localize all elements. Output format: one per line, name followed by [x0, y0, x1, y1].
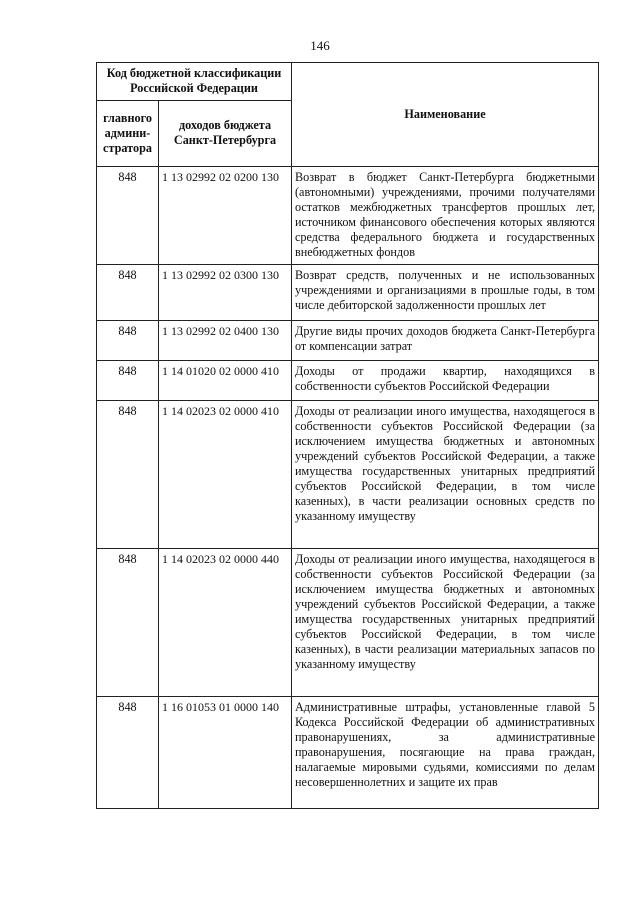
page-number: 146 [310, 38, 330, 53]
income-code-cell: 1 14 02023 02 0000 440 [159, 549, 292, 697]
income-code-cell: 1 13 02992 02 0200 130 [159, 167, 292, 265]
name-cell: Возврат средств, полученных и не использованных учреждениями и организациями в прошлые годы, в том числе дебиторской задолженности прошлых лет [292, 265, 599, 321]
admin-code-cell: 848 [97, 549, 159, 697]
admin-code-cell: 848 [97, 167, 159, 265]
name-cell: Другие виды прочих доходов бюджета Санкт-Петербурга от компенсации затрат [292, 321, 599, 361]
name-cell: Доходы от реализации иного имущества, находящегося в собственности субъектов Российской Федерации (за исключением имущества бюджетных и автономных учреждений субъектов Российской Федерации, а также имущества государственных унитарных предприятий субъектов Российской Федерации, в том числе казенных), в части реализации материальных запасов по указанному имуществу [292, 549, 599, 697]
table-row [97, 321, 599, 361]
table-row [97, 401, 599, 549]
name-cell: Административные штрафы, установленные главой 5 Кодекса Российской Федерации об административных правонарушениях, за административные правонарушения, посягающие на права граждан, налагаемые мировыми судьями, комиссиями по делам несовершеннолетних и защите их прав [292, 697, 599, 809]
name-cell: Доходы от продажи квартир, находящихся в собственности субъектов Российской Федерации [292, 361, 599, 401]
income-code-cell: 1 13 02992 02 0400 130 [159, 321, 292, 361]
table-row [97, 167, 599, 265]
header-name: Наименование [292, 63, 599, 167]
table-row [97, 265, 599, 321]
budget-classification-table [96, 62, 599, 809]
header-admin: главного админи-стратора [97, 101, 159, 167]
table-row [97, 549, 599, 697]
table-row [97, 361, 599, 401]
admin-code-cell: 848 [97, 361, 159, 401]
admin-code-cell: 848 [97, 321, 159, 361]
income-code-cell: 1 16 01053 01 0000 140 [159, 697, 292, 809]
income-code-cell: 1 13 02992 02 0300 130 [159, 265, 292, 321]
income-code-cell: 1 14 01020 02 0000 410 [159, 361, 292, 401]
admin-code-cell: 848 [97, 401, 159, 549]
header-income: доходов бюджета Санкт-Петербурга [159, 101, 292, 167]
income-code-cell: 1 14 02023 02 0000 410 [159, 401, 292, 549]
admin-code-cell: 848 [97, 265, 159, 321]
header-budget-classification: Код бюджетной классификации Российской Федерации [97, 63, 292, 101]
table-row [97, 697, 599, 809]
name-cell: Возврат в бюджет Санкт-Петербурга бюджетными (автономными) учреждениями, прочими получателями остатков межбюджетных трансфертов прошлых лет, источником финансового обеспечения которых являются средства федерального бюджета и государственных внебюджетных фондов [292, 167, 599, 265]
admin-code-cell: 848 [97, 697, 159, 809]
name-cell: Доходы от реализации иного имущества, находящегося в собственности субъектов Российской Федерации (за исключением имущества бюджетных и автономных учреждений субъектов Российской Федерации, а также имущества государственных унитарных предприятий субъектов Российской Федерации, в том числе казенных), в части реализации основных средств по указанному имуществу [292, 401, 599, 549]
